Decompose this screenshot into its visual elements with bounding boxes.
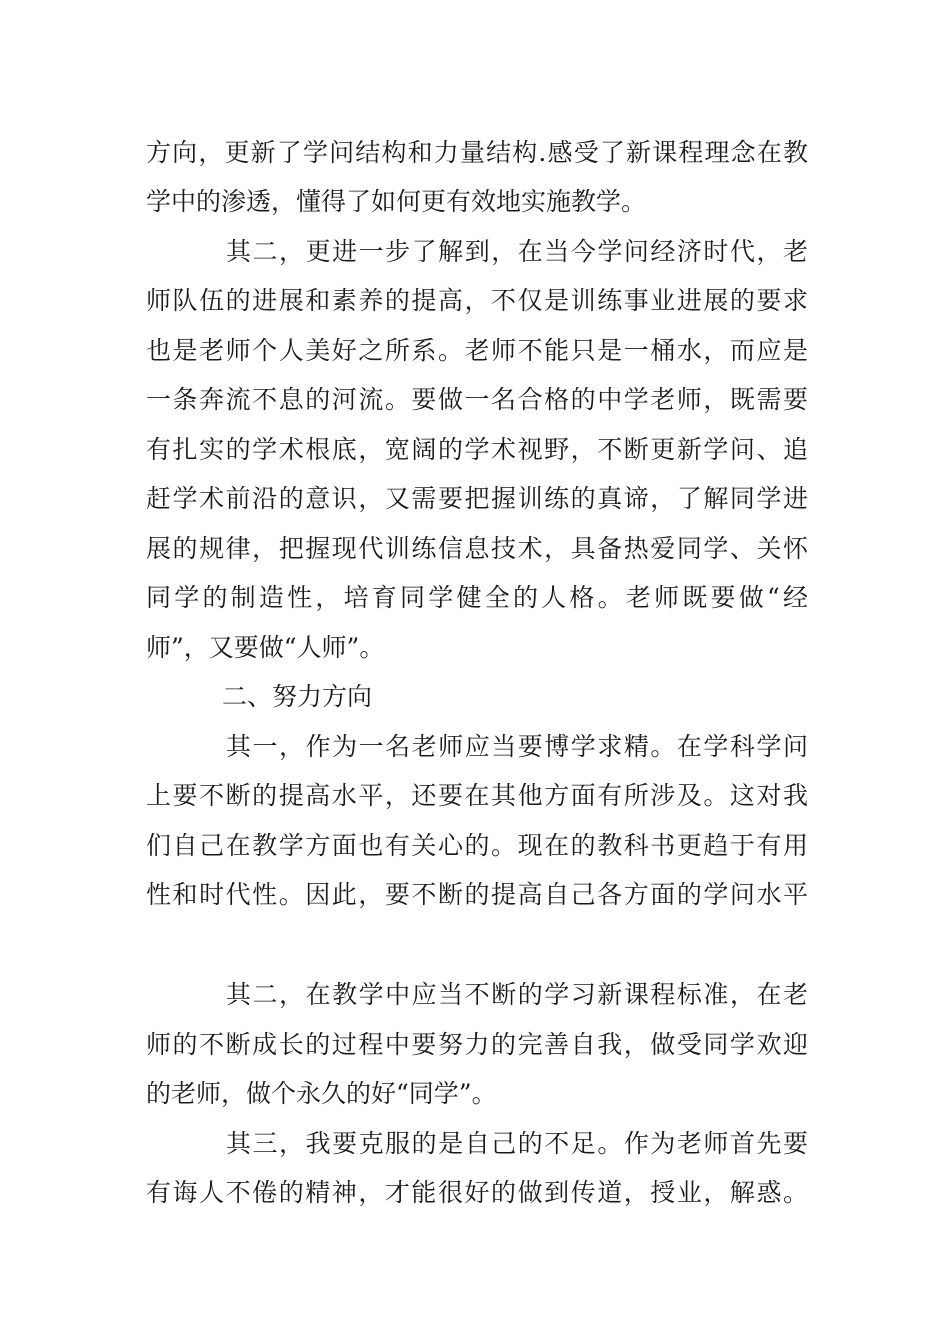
text-line: 一条奔流不息的河流。要做一名合格的中学老师，既需要 <box>146 385 808 414</box>
text-line: 师队伍的进展和素养的提高，不仅是训练事业进展的要求 <box>146 286 808 315</box>
text-line: 也是老师个人美好之所系。老师不能只是一桶水，而应是 <box>146 336 808 365</box>
paragraph-first-line: 其二，更进一步了解到，在当今学问经济时代，老 <box>226 237 808 266</box>
text-line: 的老师，做个永久的好“同学”。 <box>146 1079 497 1108</box>
paragraph-first-line: 其二，在教学中应当不断的学习新课程标准，在老 <box>226 980 808 1009</box>
text-line: 方向，更新了学问结构和力量结构.感受了新课程理念在教 <box>146 138 808 167</box>
text-line: 学中的渗透，懂得了如何更有效地实施教学。 <box>146 187 647 216</box>
paragraph-first-line: 其三，我要克服的是自己的不足。作为老师首先要 <box>226 1129 808 1158</box>
text-line: 展的规律，把握现代训练信息技术，具备热爱同学、关怀 <box>146 534 808 563</box>
paragraph-first-line: 其一，作为一名老师应当要博学求精。在学科学问 <box>226 732 808 761</box>
text-line: 上要不断的提高水平，还要在其他方面有所涉及。这对我 <box>146 781 808 810</box>
text-line: 师”，又要做“人师”。 <box>146 633 385 662</box>
text-line: 赶学术前沿的意识，又需要把握训练的真谛，了解同学进 <box>146 484 808 513</box>
section-heading: 二、努力方向 <box>222 682 373 711</box>
text-line: 有诲人不倦的精神，才能很好的做到传道，授业，解惑。 <box>146 1178 808 1207</box>
text-line: 同学的制造性，培育同学健全的人格。老师既要做“经 <box>146 583 808 612</box>
text-line: 有扎实的学术根底，宽阔的学术视野，不断更新学问、追 <box>146 435 808 464</box>
text-line: 们自己在教学方面也有关心的。现在的教科书更趋于有用 <box>146 831 808 860</box>
text-line: 师的不断成长的过程中要努力的完善自我，做受同学欢迎 <box>146 1030 808 1059</box>
text-line: 性和时代性。因此，要不断的提高自己各方面的学问水平 <box>146 880 808 909</box>
